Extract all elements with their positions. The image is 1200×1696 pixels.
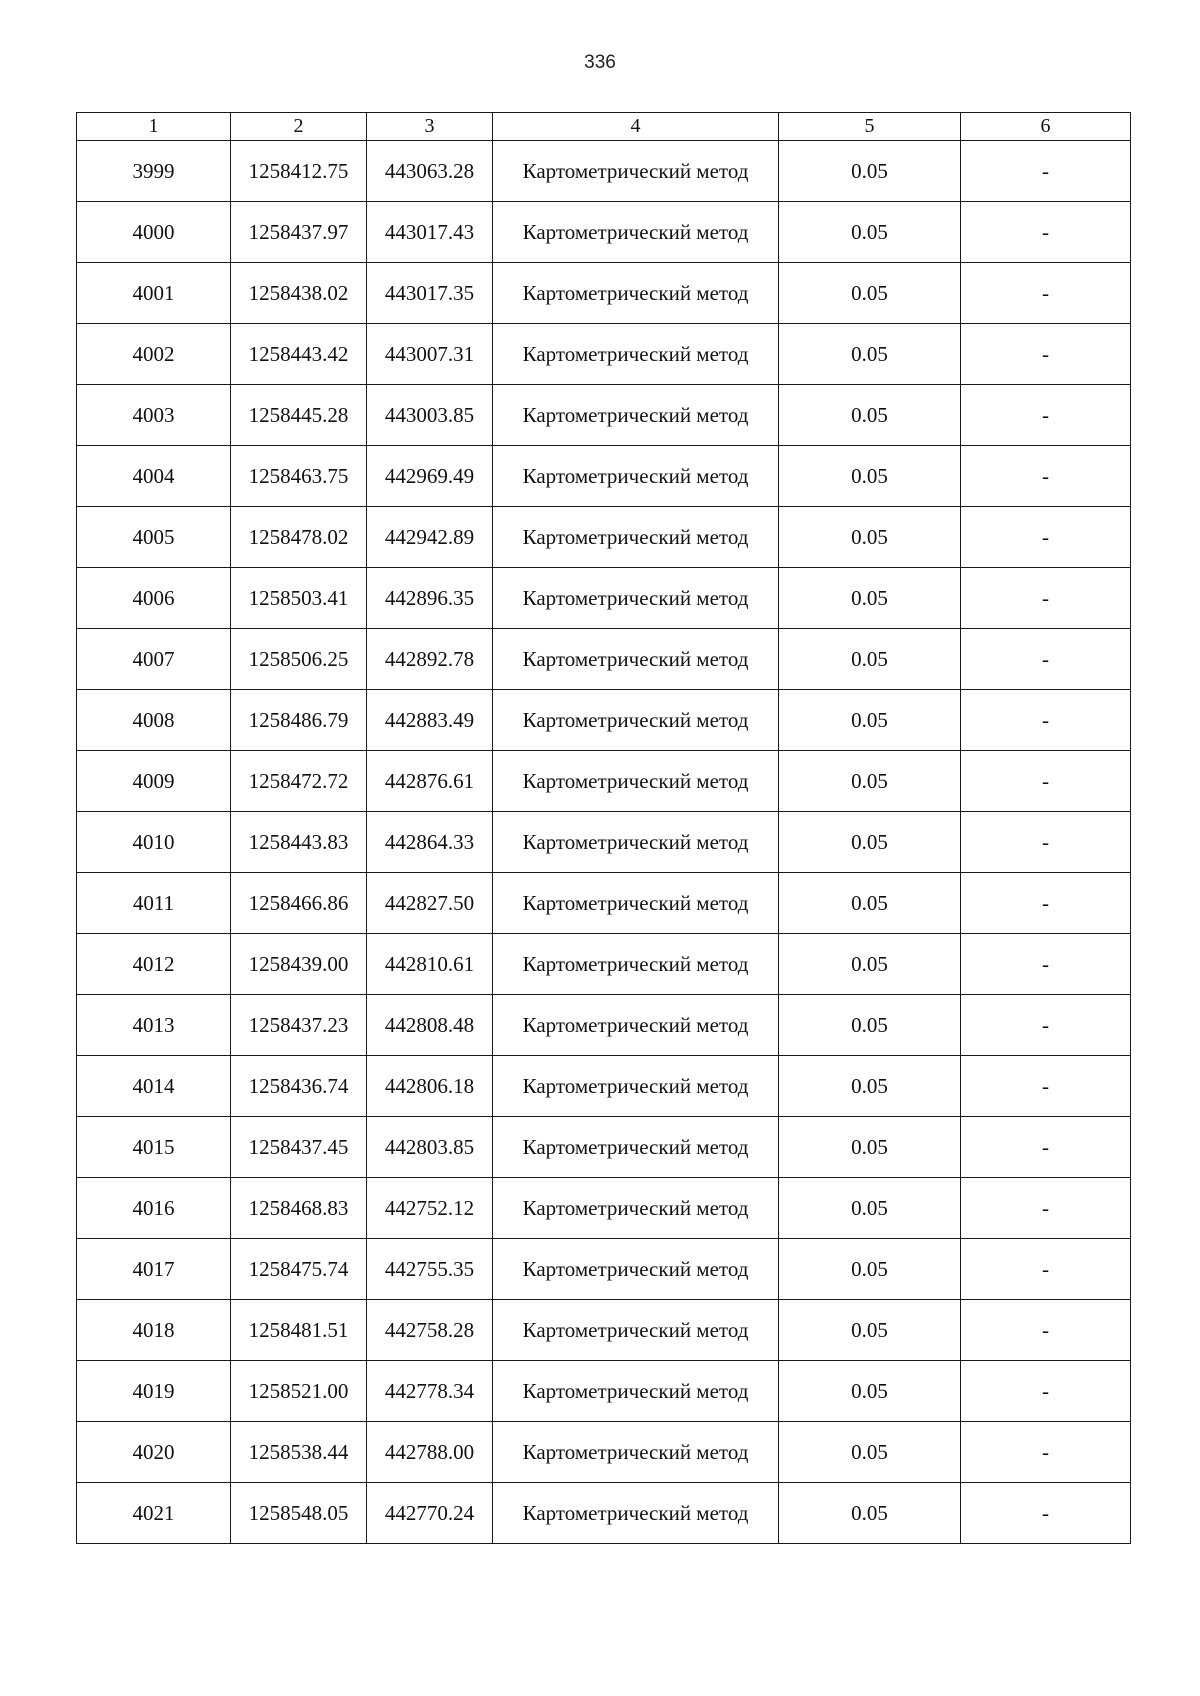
point-number-cell: 4005 (77, 507, 231, 568)
description-cell: - (961, 568, 1131, 629)
table-row (77, 1361, 1131, 1422)
y-coordinate-cell: 442755.35 (367, 1239, 493, 1300)
accuracy-cell: 0.05 (779, 751, 961, 812)
x-coordinate-cell: 1258475.74 (231, 1239, 367, 1300)
header-cell-3: 3 (367, 113, 493, 141)
x-coordinate-cell: 1258443.83 (231, 812, 367, 873)
header-row (77, 113, 1131, 141)
point-number-cell: 4020 (77, 1422, 231, 1483)
method-cell: Картометрический метод (493, 1300, 779, 1361)
table-row (77, 1422, 1131, 1483)
method-cell: Картометрический метод (493, 1056, 779, 1117)
accuracy-cell: 0.05 (779, 1239, 961, 1300)
y-coordinate-cell: 443017.43 (367, 202, 493, 263)
table-row (77, 1300, 1131, 1361)
header-cell-2: 2 (231, 113, 367, 141)
accuracy-cell: 0.05 (779, 629, 961, 690)
x-coordinate-cell: 1258468.83 (231, 1178, 367, 1239)
y-coordinate-cell: 442864.33 (367, 812, 493, 873)
method-cell: Картометрический метод (493, 202, 779, 263)
x-coordinate-cell: 1258463.75 (231, 446, 367, 507)
x-coordinate-cell: 1258486.79 (231, 690, 367, 751)
table-header (77, 113, 1131, 141)
table-row (77, 1178, 1131, 1239)
description-cell: - (961, 812, 1131, 873)
table-row (77, 934, 1131, 995)
point-number-cell: 4006 (77, 568, 231, 629)
y-coordinate-cell: 442806.18 (367, 1056, 493, 1117)
table-row (77, 1117, 1131, 1178)
y-coordinate-cell: 443017.35 (367, 263, 493, 324)
method-cell: Картометрический метод (493, 263, 779, 324)
y-coordinate-cell: 442808.48 (367, 995, 493, 1056)
accuracy-cell: 0.05 (779, 202, 961, 263)
point-number-cell: 4000 (77, 202, 231, 263)
point-number-cell: 4014 (77, 1056, 231, 1117)
point-number-cell: 4021 (77, 1483, 231, 1544)
x-coordinate-cell: 1258466.86 (231, 873, 367, 934)
point-number-cell: 4001 (77, 263, 231, 324)
accuracy-cell: 0.05 (779, 385, 961, 446)
point-number-cell: 4018 (77, 1300, 231, 1361)
method-cell: Картометрический метод (493, 812, 779, 873)
y-coordinate-cell: 442892.78 (367, 629, 493, 690)
y-coordinate-cell: 442969.49 (367, 446, 493, 507)
accuracy-cell: 0.05 (779, 934, 961, 995)
x-coordinate-cell: 1258538.44 (231, 1422, 367, 1483)
accuracy-cell: 0.05 (779, 324, 961, 385)
point-number-cell: 4004 (77, 446, 231, 507)
description-cell: - (961, 690, 1131, 751)
x-coordinate-cell: 1258439.00 (231, 934, 367, 995)
header-cell-1: 1 (77, 113, 231, 141)
y-coordinate-cell: 442810.61 (367, 934, 493, 995)
x-coordinate-cell: 1258506.25 (231, 629, 367, 690)
y-coordinate-cell: 442778.34 (367, 1361, 493, 1422)
y-coordinate-cell: 442942.89 (367, 507, 493, 568)
table-row (77, 385, 1131, 446)
description-cell: - (961, 751, 1131, 812)
method-cell: Картометрический метод (493, 141, 779, 202)
method-cell: Картометрический метод (493, 1117, 779, 1178)
accuracy-cell: 0.05 (779, 995, 961, 1056)
accuracy-cell: 0.05 (779, 1300, 961, 1361)
page-number: 336 (584, 52, 616, 73)
method-cell: Картометрический метод (493, 751, 779, 812)
table-row (77, 263, 1131, 324)
x-coordinate-cell: 1258437.23 (231, 995, 367, 1056)
table-row (77, 1239, 1131, 1300)
x-coordinate-cell: 1258548.05 (231, 1483, 367, 1544)
description-cell: - (961, 446, 1131, 507)
accuracy-cell: 0.05 (779, 812, 961, 873)
accuracy-cell: 0.05 (779, 1117, 961, 1178)
x-coordinate-cell: 1258445.28 (231, 385, 367, 446)
point-number-cell: 4003 (77, 385, 231, 446)
method-cell: Картометрический метод (493, 385, 779, 446)
point-number-cell: 4017 (77, 1239, 231, 1300)
description-cell: - (961, 1117, 1131, 1178)
table-row (77, 873, 1131, 934)
description-cell: - (961, 263, 1131, 324)
x-coordinate-cell: 1258412.75 (231, 141, 367, 202)
x-coordinate-cell: 1258436.74 (231, 1056, 367, 1117)
accuracy-cell: 0.05 (779, 446, 961, 507)
x-coordinate-cell: 1258443.42 (231, 324, 367, 385)
table-row (77, 812, 1131, 873)
description-cell: - (961, 507, 1131, 568)
table-row (77, 568, 1131, 629)
y-coordinate-cell: 442788.00 (367, 1422, 493, 1483)
method-cell: Картометрический метод (493, 324, 779, 385)
method-cell: Картометрический метод (493, 873, 779, 934)
accuracy-cell: 0.05 (779, 568, 961, 629)
description-cell: - (961, 1483, 1131, 1544)
y-coordinate-cell: 442770.24 (367, 1483, 493, 1544)
y-coordinate-cell: 442803.85 (367, 1117, 493, 1178)
x-coordinate-cell: 1258521.00 (231, 1361, 367, 1422)
description-cell: - (961, 629, 1131, 690)
point-number-cell: 4007 (77, 629, 231, 690)
method-cell: Картометрический метод (493, 1361, 779, 1422)
description-cell: - (961, 934, 1131, 995)
table-row (77, 141, 1131, 202)
y-coordinate-cell: 442883.49 (367, 690, 493, 751)
header-cell-5: 5 (779, 113, 961, 141)
method-cell: Картометрический метод (493, 1422, 779, 1483)
point-number-cell: 4008 (77, 690, 231, 751)
description-cell: - (961, 1422, 1131, 1483)
header-cell-6: 6 (961, 113, 1131, 141)
x-coordinate-cell: 1258437.97 (231, 202, 367, 263)
y-coordinate-cell: 443063.28 (367, 141, 493, 202)
point-number-cell: 4012 (77, 934, 231, 995)
method-cell: Картометрический метод (493, 1239, 779, 1300)
accuracy-cell: 0.05 (779, 873, 961, 934)
method-cell: Картометрический метод (493, 1483, 779, 1544)
method-cell: Картометрический метод (493, 995, 779, 1056)
x-coordinate-cell: 1258481.51 (231, 1300, 367, 1361)
point-number-cell: 4010 (77, 812, 231, 873)
method-cell: Картометрический метод (493, 629, 779, 690)
coordinates-table (76, 112, 1131, 1544)
table-row (77, 202, 1131, 263)
point-number-cell: 4009 (77, 751, 231, 812)
method-cell: Картометрический метод (493, 446, 779, 507)
accuracy-cell: 0.05 (779, 263, 961, 324)
point-number-cell: 4019 (77, 1361, 231, 1422)
description-cell: - (961, 1056, 1131, 1117)
y-coordinate-cell: 442752.12 (367, 1178, 493, 1239)
table-row (77, 629, 1131, 690)
accuracy-cell: 0.05 (779, 1422, 961, 1483)
method-cell: Картометрический метод (493, 507, 779, 568)
description-cell: - (961, 1178, 1131, 1239)
description-cell: - (961, 141, 1131, 202)
accuracy-cell: 0.05 (779, 1361, 961, 1422)
method-cell: Картометрический метод (493, 934, 779, 995)
table-row (77, 507, 1131, 568)
accuracy-cell: 0.05 (779, 1056, 961, 1117)
description-cell: - (961, 995, 1131, 1056)
y-coordinate-cell: 443003.85 (367, 385, 493, 446)
header-cell-4: 4 (493, 113, 779, 141)
table-row (77, 1483, 1131, 1544)
x-coordinate-cell: 1258478.02 (231, 507, 367, 568)
point-number-cell: 4013 (77, 995, 231, 1056)
y-coordinate-cell: 443007.31 (367, 324, 493, 385)
y-coordinate-cell: 442896.35 (367, 568, 493, 629)
accuracy-cell: 0.05 (779, 507, 961, 568)
method-cell: Картометрический метод (493, 1178, 779, 1239)
table-row (77, 324, 1131, 385)
y-coordinate-cell: 442876.61 (367, 751, 493, 812)
table-row (77, 995, 1131, 1056)
description-cell: - (961, 385, 1131, 446)
x-coordinate-cell: 1258438.02 (231, 263, 367, 324)
description-cell: - (961, 1361, 1131, 1422)
point-number-cell: 4016 (77, 1178, 231, 1239)
accuracy-cell: 0.05 (779, 1178, 961, 1239)
description-cell: - (961, 873, 1131, 934)
table-row (77, 751, 1131, 812)
table-row (77, 446, 1131, 507)
method-cell: Картометрический метод (493, 568, 779, 629)
table-row (77, 690, 1131, 751)
method-cell: Картометрический метод (493, 690, 779, 751)
description-cell: - (961, 1300, 1131, 1361)
description-cell: - (961, 324, 1131, 385)
description-cell: - (961, 202, 1131, 263)
table-row (77, 1056, 1131, 1117)
accuracy-cell: 0.05 (779, 1483, 961, 1544)
point-number-cell: 4015 (77, 1117, 231, 1178)
y-coordinate-cell: 442827.50 (367, 873, 493, 934)
x-coordinate-cell: 1258503.41 (231, 568, 367, 629)
description-cell: - (961, 1239, 1131, 1300)
accuracy-cell: 0.05 (779, 141, 961, 202)
point-number-cell: 3999 (77, 141, 231, 202)
accuracy-cell: 0.05 (779, 690, 961, 751)
table-body (77, 141, 1131, 1544)
point-number-cell: 4002 (77, 324, 231, 385)
y-coordinate-cell: 442758.28 (367, 1300, 493, 1361)
x-coordinate-cell: 1258472.72 (231, 751, 367, 812)
x-coordinate-cell: 1258437.45 (231, 1117, 367, 1178)
point-number-cell: 4011 (77, 873, 231, 934)
